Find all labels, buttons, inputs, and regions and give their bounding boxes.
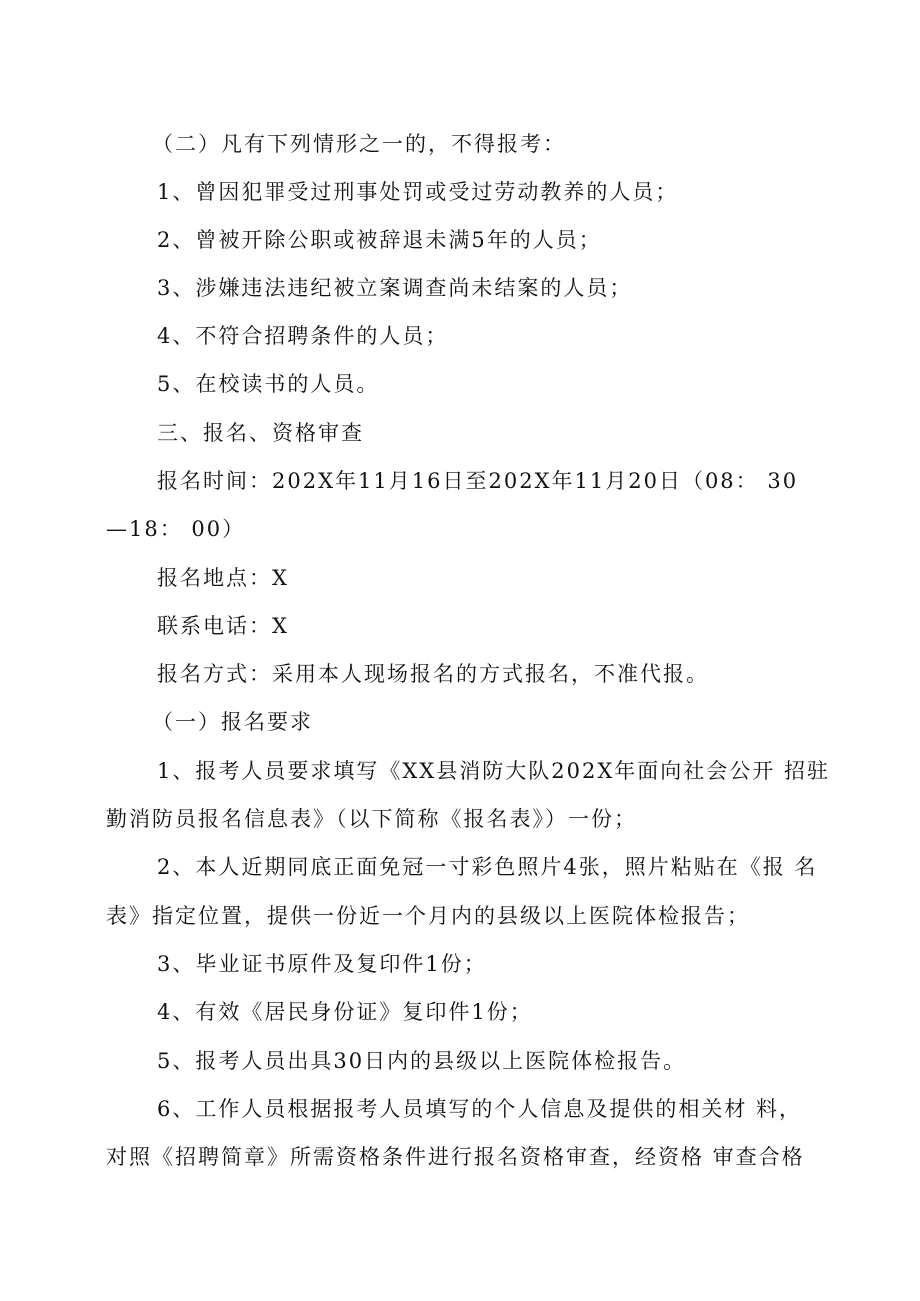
registration-time: 报名时间：202X年11月16日至202X年11月20日（08： 30	[157, 469, 799, 493]
requirement-1: 1、报考人员要求填写《XX县消防大队202X年面向社会公开 招驻	[157, 759, 830, 783]
paragraph-item-5: 5、在校读书的人员。	[157, 372, 380, 396]
section-heading-registration: 三、报名、资格审查	[157, 421, 364, 445]
contact-phone: 联系电话：X	[157, 614, 289, 638]
registration-time-continued: —18： 00）	[106, 517, 246, 541]
paragraph-item-1: 1、曾因犯罪受过刑事处罚或受过劳动教养的人员；	[157, 180, 679, 204]
paragraph-item-3: 3、涉嫌违法违纪被立案调查尚未结案的人员；	[157, 276, 633, 300]
section-heading-disqualifications: （二）凡有下列情形之一的，不得报考：	[152, 132, 566, 156]
requirement-6: 6、工作人员根据报考人员填写的个人信息及提供的相关材 料，	[157, 1097, 803, 1121]
paragraph-item-4: 4、不符合招聘条件的人员；	[157, 324, 449, 348]
requirement-2-continued: 表》指定位置，提供一份近一个月内的县级以上医院体检报告；	[106, 904, 750, 928]
requirement-5: 5、报考人员出具30日内的县级以上医院体检报告。	[157, 1049, 687, 1073]
registration-location: 报名地点：X	[157, 566, 289, 590]
section-heading-requirements: （一）报名要求	[152, 710, 313, 734]
requirement-6-continued: 对照《招聘简章》所需资格条件进行报名资格审查，经资格 审查合格	[106, 1145, 805, 1169]
requirement-2: 2、本人近期同底正面免冠一寸彩色照片4张，照片粘贴在《报 名	[157, 855, 818, 879]
requirement-4: 4、有效《居民身份证》复印件1份；	[157, 1000, 533, 1024]
requirement-1-continued: 勤消防员报名信息表》（以下简称《报名表》）一份；	[106, 807, 637, 831]
registration-method: 报名方式：采用本人现场报名的方式报名，不准代报。	[157, 662, 709, 686]
requirement-3: 3、毕业证书原件及复印件1份；	[157, 952, 487, 976]
paragraph-item-2: 2、曾被开除公职或被辞退未满5年的人员；	[157, 228, 602, 252]
